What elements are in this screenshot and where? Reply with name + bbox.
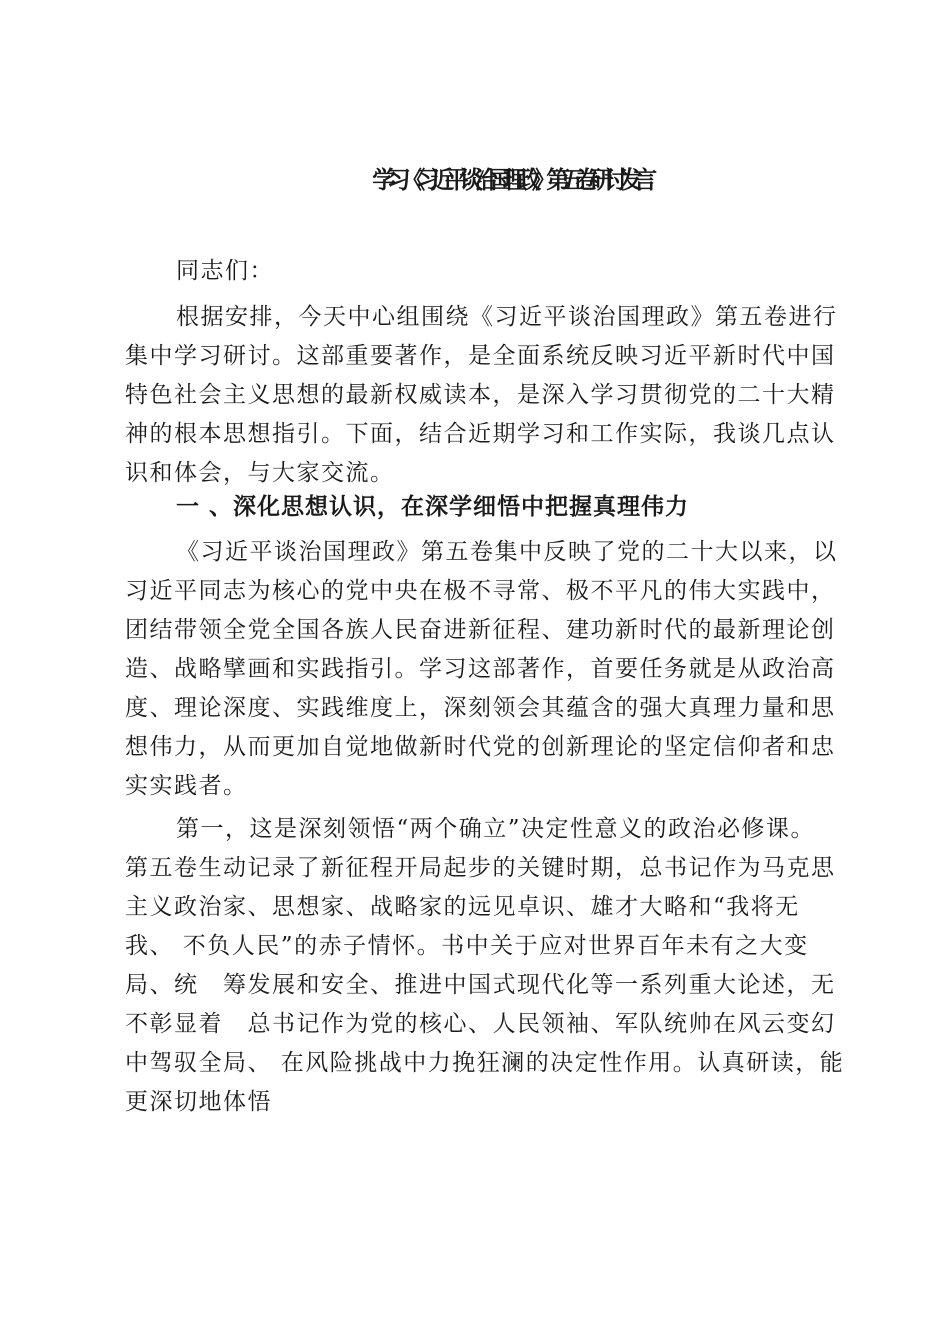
paragraph-line: 中驾驭全局、 在风险挑战中力挽狂澜的决定性作用。认真研读，能 [125,1050,845,1076]
paragraph-line: 第五卷生动记录了新征程开局起步的关键时期，总书记作为马克思 [125,855,836,881]
paragraph-line: 团结带领全党全国各族人民奋进新征程、建功新时代的最新理论创 [125,617,836,643]
paragraph-line: 集中学习研讨。这部重要著作，是全面系统反映习近平新时代中国 [125,343,836,369]
paragraph-line: 实实践者。 [125,773,248,799]
paragraph-line: 度、理论深度、实践维度上，深刻领会其蕴含的强大真理力量和思 [125,695,836,721]
paragraph-line: 不彰显着 总书记作为党的核心、人民领袖、军队统帅在风云变幻 [125,1011,836,1037]
section-heading: 一 、深化思想认识，在深学细悟中把握真理伟力 [176,494,690,520]
greeting: 同志们： [176,258,274,284]
paragraph-line: 《习近平谈治国理政》第五卷集中反映了党的二十大以来，以 [176,539,838,565]
paragraph-line: 特色社会主义思想的最新权威读本，是深入学习贯彻党的二十大精 [125,382,836,408]
paragraph-line: 我、 不负人民”的赤子情怀。书中关于应对世界百年未有之大变 [125,933,809,959]
paragraph-line: 第一，这是深刻领悟“两个确立”决定性意义的政治必修课。 [176,816,816,842]
paragraph-line: 更深切地体悟 [125,1089,272,1115]
document-title: 学习《习近平谈治国理政》第五卷研讨发言 [372,166,648,194]
paragraph-line: 习近平同志为核心的党中央在极不寻常、极不平凡的伟大实践中， [125,578,836,604]
paragraph-line: 主义政治家、思想家、战略家的远见卓识、雄才大略和“我将无 [125,894,800,920]
paragraph-line: 造、战略擘画和实践指引。学习这部著作，首要任务就是从政治高 [125,656,836,682]
paragraph-line: 根据安排，今天中心组围绕《习近平谈治国理政》第五卷进行 [176,304,838,330]
paragraph-line: 想伟力，从而更加自觉地做新时代党的创新理论的坚定信仰者和忠 [125,734,836,760]
paragraph-line: 神的根本思想指引。下面，结合近期学习和工作实际，我谈几点认 [125,421,836,447]
paragraph-line: 识和体会，与大家交流。 [125,460,395,486]
paragraph-line: 局、统 筹发展和安全、推进中国式现代化等一系列重大论述，无 [125,972,836,998]
